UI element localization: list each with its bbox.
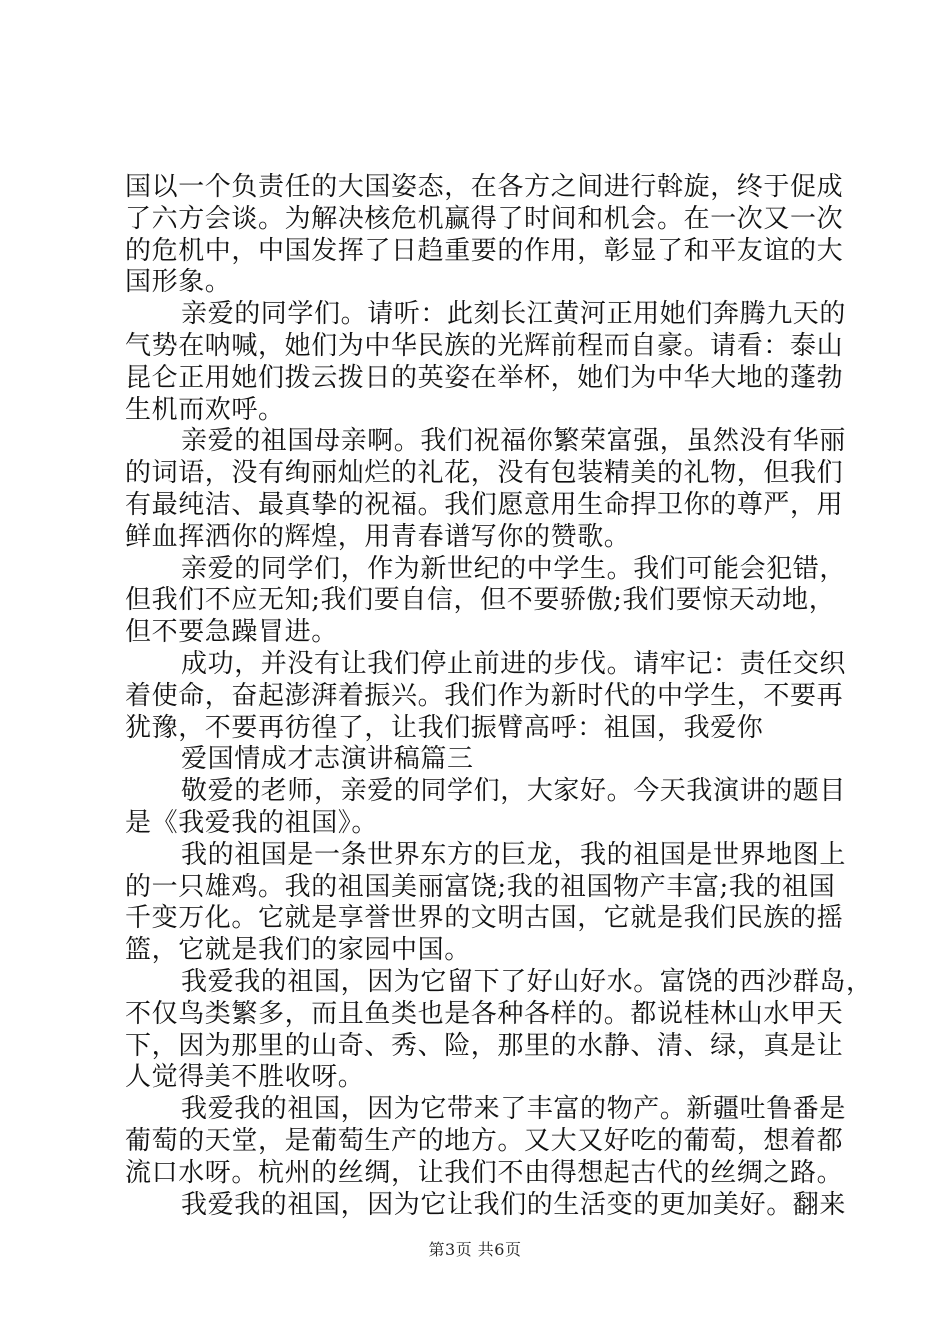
text-line: 是《我爱我的祖国》。: [125, 807, 379, 838]
text-line: 亲爱的同学们，作为新世纪的中学生。我们可能会犯错，: [181, 553, 847, 584]
text-line: 国以一个负责任的大国姿态，在各方之间进行斡旋，终于促成: [125, 172, 844, 202]
text-line: 篮，它就是我们的家园中国。: [125, 935, 471, 966]
text-line: 犹豫，不要再彷徨了，让我们振臂高呼：祖国，我爱你: [125, 712, 764, 743]
text-line: 鲜血挥洒你的辉煌，用青春谱写你的赞歌。: [125, 521, 631, 552]
text-line: 气势在呐喊，她们为中华民族的光辉前程而自豪。请看：泰山: [125, 330, 844, 361]
section-heading: 爱国情成才志演讲稿篇三: [181, 744, 474, 775]
text-line: 但我们不应无知;我们要自信，但不要骄傲;我们要惊天动地，: [125, 585, 836, 616]
text-line: 我爱我的祖国，因为它带来了丰富的物产。新疆吐鲁番是: [181, 1094, 847, 1125]
text-line: 成功，并没有让我们停止前进的步伐。请牢记：责任交织: [181, 648, 847, 679]
text-line: 着使命，奋起澎湃着振兴。我们作为新时代的中学生，不要再: [125, 680, 844, 711]
text-line: 亲爱的同学们。请听：此刻长江黄河正用她们奔腾九天的: [181, 299, 847, 330]
text-line: 的词语，没有绚丽灿烂的礼花，没有包装精美的礼物，但我们: [125, 458, 844, 489]
text-line: 人觉得美不胜收呀。: [125, 1062, 365, 1093]
text-line: 我爱我的祖国，因为它留下了好山好水。富饶的西沙群岛，: [181, 966, 873, 997]
text-line: 千变万化。它就是享誉世界的文明古国，它就是我们民族的摇: [125, 903, 844, 934]
text-line: 有最纯洁、最真挚的祝福。我们愿意用生命捍卫你的尊严，用: [125, 489, 844, 520]
text-line: 的一只雄鸡。我的祖国美丽富饶;我的祖国物产丰富;我的祖国: [125, 871, 836, 902]
text-line: 我爱我的祖国，因为它让我们的生活变的更加美好。翻来: [181, 1189, 847, 1220]
text-line: 葡萄的天堂，是葡萄生产的地方。又大又好吃的葡萄，想着都: [125, 1125, 844, 1156]
text-line: 了六方会谈。为解决核危机赢得了时间和机会。在一次又一次: [125, 203, 844, 234]
text-line: 国形象。: [125, 267, 232, 298]
text-line: 但不要急躁冒进。: [125, 617, 338, 648]
page-number-footer: 第3页 共6页: [428, 1240, 522, 1259]
text-line: 敬爱的老师，亲爱的同学们，大家好。今天我演讲的题目: [181, 776, 847, 807]
text-line: 昆仑正用她们拨云拨日的英姿在举杯，她们为中华大地的蓬勃: [125, 362, 844, 393]
text-line: 生机而欢呼。: [125, 394, 285, 425]
text-line: 我的祖国是一条世界东方的巨龙，我的祖国是世界地图上: [181, 839, 847, 870]
text-line: 不仅鸟类繁多，而且鱼类也是各种各样的。都说桂林山水甲天: [125, 998, 844, 1029]
document-body: [125, 172, 873, 1221]
text-line: 流口水呀。杭州的丝绸，让我们不由得想起古代的丝绸之路。: [125, 1157, 844, 1188]
text-line: 亲爱的祖国母亲啊。我们祝福你繁荣富强，虽然没有华丽: [181, 426, 847, 457]
text-line: 下，因为那里的山奇、秀、险，那里的水静、清、绿，真是让: [125, 1030, 844, 1061]
text-line: 的危机中，中国发挥了日趋重要的作用，彰显了和平友谊的大: [125, 235, 844, 266]
